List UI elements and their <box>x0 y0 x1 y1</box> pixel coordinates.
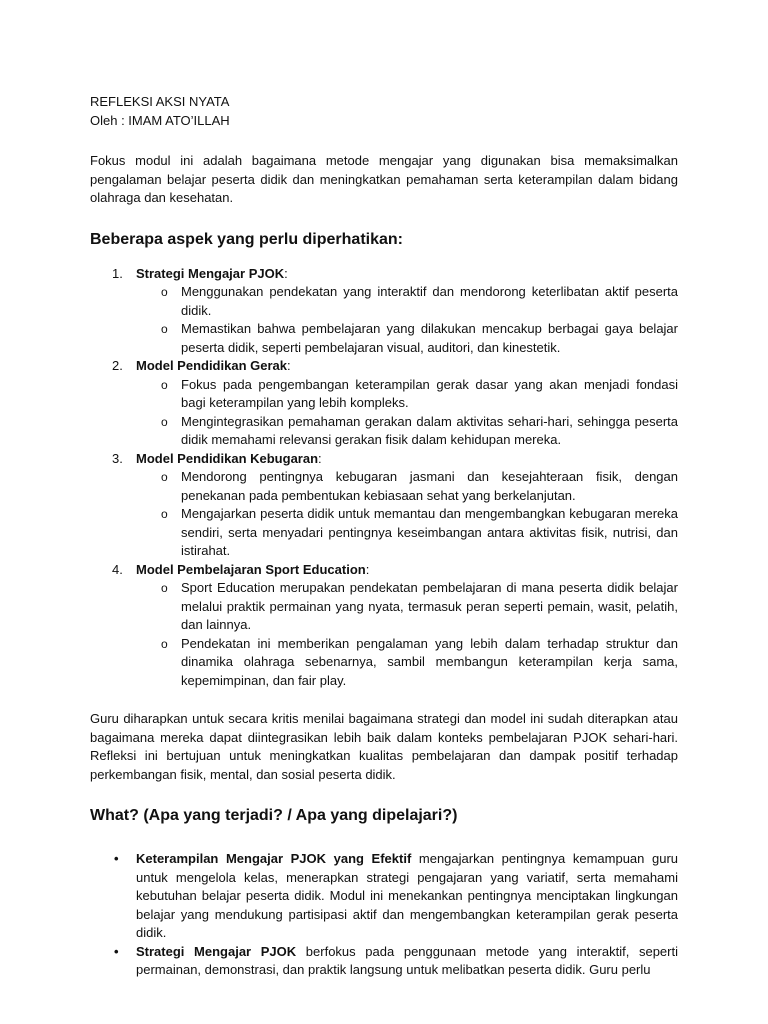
sub-item <box>136 635 678 691</box>
aspect-colon: : <box>287 358 291 373</box>
sub-item-text: Mengajarkan peserta didik untuk memantau dan mengembangkan kebugaran mereka sendiri, serta menyadari pentingnya keseimbangan antara aktivitas fisik, nutrisi, dan istirahat. <box>181 506 678 558</box>
aspect-item-2 <box>90 357 678 450</box>
sub-item <box>136 320 678 357</box>
sub-item <box>136 505 678 561</box>
circle-bullet-icon: o <box>161 636 168 651</box>
what-item-lead: Keterampilan Mengajar PJOK yang Efektif <box>136 851 412 866</box>
aspect-colon: : <box>284 265 288 281</box>
what-item <box>90 850 678 943</box>
aspect-item-1 <box>90 265 678 358</box>
circle-bullet-icon: o <box>161 470 168 484</box>
sub-item <box>136 283 678 320</box>
circle-bullet-icon: o <box>161 581 168 595</box>
aspect-title: Model Pendidikan Kebugaran <box>136 450 319 466</box>
sub-item-text: Menggunakan pendekatan yang interaktif dan mendorong keterlibatan aktif peserta didik. <box>181 284 678 318</box>
document-content <box>90 93 678 980</box>
aspect-colon: : <box>365 561 370 577</box>
aspect-sub-list <box>136 579 678 690</box>
author-line: Oleh : IMAM ATO’ILLAH <box>90 112 230 128</box>
what-heading: What? (Apa yang terjadi? / Apa yang dipelajari?) <box>90 807 458 824</box>
aspect-sub-list <box>136 283 678 357</box>
aspect-title: Strategi Mengajar PJOK <box>136 265 285 281</box>
intro-paragraph: Fokus modul ini adalah bagaimana metode mengajar yang digunakan bisa memaksimalkan pengalaman belajar peserta didik dan meningkatkan pemahaman serta keterampilan dalam bidang olahraga dan kesehatan. <box>90 153 678 205</box>
aspect-number: 4. <box>112 561 123 577</box>
sub-item <box>136 579 678 635</box>
sub-item <box>136 468 678 505</box>
circle-bullet-icon: o <box>161 507 168 521</box>
sub-item-text: Fokus pada pengembangan keterampilan gerak dasar yang akan menjadi fondasi bagi keterampilan yang lebih kompleks. <box>181 376 678 410</box>
what-item-text: berfokus pada penggunaan metode yang interaktif, seperti permainan, demonstrasi, dan praktik langsung untuk melibatkan peserta didik. Guru perlu <box>136 943 678 977</box>
what-item <box>90 943 678 980</box>
bullet-icon: • <box>114 943 119 959</box>
aspect-number: 1. <box>112 265 123 281</box>
bullet-icon: • <box>114 851 119 866</box>
what-list <box>90 850 678 980</box>
sub-item-text: Mengintegrasikan pemahaman gerakan dalam aktivitas sehari-hari, sehingga peserta didik memahami relevansi gerakan fisik dalam kehidupan mereka. <box>181 413 678 447</box>
sub-item-text: Pendekatan ini memberikan pengalaman yang lebih dalam terhadap struktur dan dinamika olahraga sebenarnya, sambil membangun keterampilan kerja sama, kepemimpinan, dan fair play. <box>181 635 678 688</box>
circle-bullet-icon: o <box>161 377 168 392</box>
aspect-item-4 <box>90 561 678 691</box>
aspect-number: 3. <box>112 450 123 466</box>
aspects-heading: Beberapa aspek yang perlu diperhatikan: <box>90 230 403 248</box>
aspect-title: Model Pendidikan Gerak <box>136 358 287 373</box>
aspects-list <box>90 265 678 691</box>
outro-paragraph: Guru diharapkan untuk secara kritis menilai bagaimana strategi dan model ini sudah diterapkan atau bagaimana mereka dapat diintegrasikan lebih baik dalam konteks pembelajaran PJOK sehari-hari. Refleksi ini bertujuan untuk meningkatkan kualitas pembelajaran dan dampak positif terhadap perkembangan fisik, mental, dan sosial peserta didik. <box>90 711 678 782</box>
document-title: REFLEKSI AKSI NYATA <box>90 94 230 109</box>
sub-item <box>136 413 678 450</box>
aspect-sub-list <box>136 468 678 561</box>
sub-item-text: Mendorong pentingnya kebugaran jasmani dan kesejahteraan fisik, dengan penekanan pada pembentukan kebiasaan sehat yang berkelanjutan. <box>181 469 678 503</box>
aspect-colon: : <box>318 450 322 466</box>
circle-bullet-icon: o <box>161 322 168 336</box>
aspect-item-3 <box>90 450 678 561</box>
sub-item-text: Sport Education merupakan pendekatan pembelajaran di mana peserta didik belajar melalui praktik permainan yang nyata, termasuk peran seperti pemain, wasit, pelatih, dan lainnya. <box>181 580 678 632</box>
aspect-number: 2. <box>112 358 123 373</box>
circle-bullet-icon: o <box>161 414 168 429</box>
sub-item-text: Memastikan bahwa pembelajaran yang dilakukan mencakup berbagai gaya belajar peserta didik, seperti pembelajaran visual, auditori, dan kinestetik. <box>181 321 678 355</box>
what-item-lead: Strategi Mengajar PJOK <box>136 943 297 959</box>
aspect-title: Model Pembelajaran Sport Education <box>136 561 366 577</box>
what-item-text: mengajarkan pentingnya kemampuan guru untuk mengelola kelas, menerapkan strategi pengajaran yang variatif, serta memahami kebutuhan belajar peserta didik. Modul ini menekankan pentingnya menciptakan lingkungan belajar yang mendukung partisipasi aktif dan mengembangkan keterampilan gerak peserta didik. <box>136 851 678 940</box>
circle-bullet-icon: o <box>161 285 168 299</box>
aspect-sub-list <box>136 376 678 450</box>
sub-item <box>136 376 678 413</box>
